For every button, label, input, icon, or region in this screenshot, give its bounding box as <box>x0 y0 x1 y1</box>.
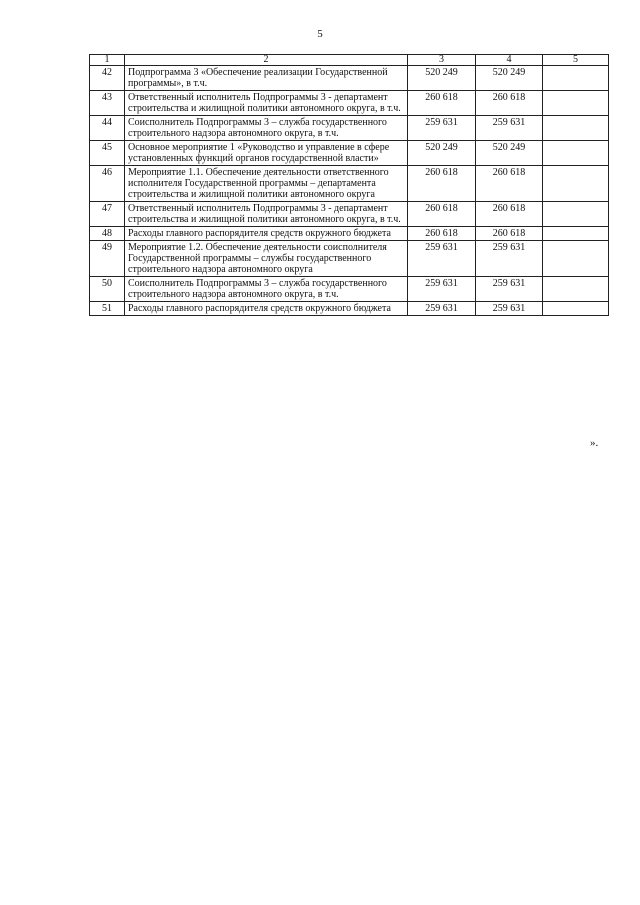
row-description: Ответственный исполнитель Подпрограммы 3 - департамент строительства и жилищной политики автономного округа, в т.ч. <box>125 91 408 116</box>
row-value-col3: 520 249 <box>408 141 476 166</box>
row-description: Мероприятие 1.1. Обеспечение деятельности ответственного исполнителя Государственной программы – департамента строительства и жилищной политики автономного округа <box>125 166 408 202</box>
row-value-col3: 260 618 <box>408 227 476 241</box>
row-description: Соисполнитель Подпрограммы 3 – служба государственного строительного надзора автономного округа, в т.ч. <box>125 116 408 141</box>
row-number: 43 <box>90 91 125 116</box>
table-row <box>90 116 609 141</box>
row-description: Соисполнитель Подпрограммы 3 – служба государственного строительного надзора автономного округа, в т.ч. <box>125 277 408 302</box>
row-description: Расходы главного распорядителя средств окружного бюджета <box>125 302 408 316</box>
row-value-col5 <box>543 302 609 316</box>
row-number: 46 <box>90 166 125 202</box>
column-header-3: 3 <box>408 55 476 66</box>
row-number: 47 <box>90 202 125 227</box>
closing-quote-mark: ». <box>590 437 599 449</box>
column-header-5: 5 <box>543 55 609 66</box>
row-description: Основное мероприятие 1 «Руководство и управление в сфере установленных функций органов государственной власти» <box>125 141 408 166</box>
table-row <box>90 202 609 227</box>
row-value-col4: 259 631 <box>476 302 543 316</box>
table-row <box>90 141 609 166</box>
row-number: 49 <box>90 241 125 277</box>
table-row <box>90 66 609 91</box>
row-number: 45 <box>90 141 125 166</box>
table-row <box>90 166 609 202</box>
row-value-col3: 520 249 <box>408 66 476 91</box>
row-number: 48 <box>90 227 125 241</box>
row-value-col3: 259 631 <box>408 116 476 141</box>
row-value-col4: 259 631 <box>476 277 543 302</box>
row-value-col4: 260 618 <box>476 166 543 202</box>
row-number: 50 <box>90 277 125 302</box>
row-value-col4: 260 618 <box>476 227 543 241</box>
row-value-col4: 259 631 <box>476 241 543 277</box>
table-row <box>90 277 609 302</box>
table-body <box>90 66 609 316</box>
row-description: Подпрограмма 3 «Обеспечение реализации Государственной программы», в т.ч. <box>125 66 408 91</box>
table-row <box>90 241 609 277</box>
row-value-col5 <box>543 91 609 116</box>
row-description: Мероприятие 1.2. Обеспечение деятельности соисполнителя Государственной программы – службы государственного строительного надзора автономного округа <box>125 241 408 277</box>
row-value-col4: 259 631 <box>476 116 543 141</box>
page-number: 5 <box>317 28 323 40</box>
row-number: 51 <box>90 302 125 316</box>
row-value-col5 <box>543 166 609 202</box>
row-value-col4: 520 249 <box>476 66 543 91</box>
row-value-col5 <box>543 116 609 141</box>
row-number: 42 <box>90 66 125 91</box>
row-value-col3: 259 631 <box>408 302 476 316</box>
table-header-row <box>90 55 609 66</box>
row-value-col5 <box>543 227 609 241</box>
column-header-2: 2 <box>125 55 408 66</box>
table-row <box>90 91 609 116</box>
row-value-col5 <box>543 141 609 166</box>
row-description: Ответственный исполнитель Подпрограммы 3 - департамент строительства и жилищной политики автономного округа, в т.ч. <box>125 202 408 227</box>
column-header-4: 4 <box>476 55 543 66</box>
row-value-col5 <box>543 202 609 227</box>
column-header-1: 1 <box>90 55 125 66</box>
row-value-col5 <box>543 66 609 91</box>
row-value-col4: 520 249 <box>476 141 543 166</box>
row-value-col5 <box>543 277 609 302</box>
row-value-col3: 260 618 <box>408 91 476 116</box>
row-value-col3: 260 618 <box>408 202 476 227</box>
row-number: 44 <box>90 116 125 141</box>
row-value-col4: 260 618 <box>476 202 543 227</box>
row-value-col4: 260 618 <box>476 91 543 116</box>
table-row <box>90 302 609 316</box>
row-value-col5 <box>543 241 609 277</box>
row-description: Расходы главного распорядителя средств окружного бюджета <box>125 227 408 241</box>
table-row <box>90 227 609 241</box>
row-value-col3: 260 618 <box>408 166 476 202</box>
row-value-col3: 259 631 <box>408 241 476 277</box>
row-value-col3: 259 631 <box>408 277 476 302</box>
budget-table <box>89 54 609 316</box>
